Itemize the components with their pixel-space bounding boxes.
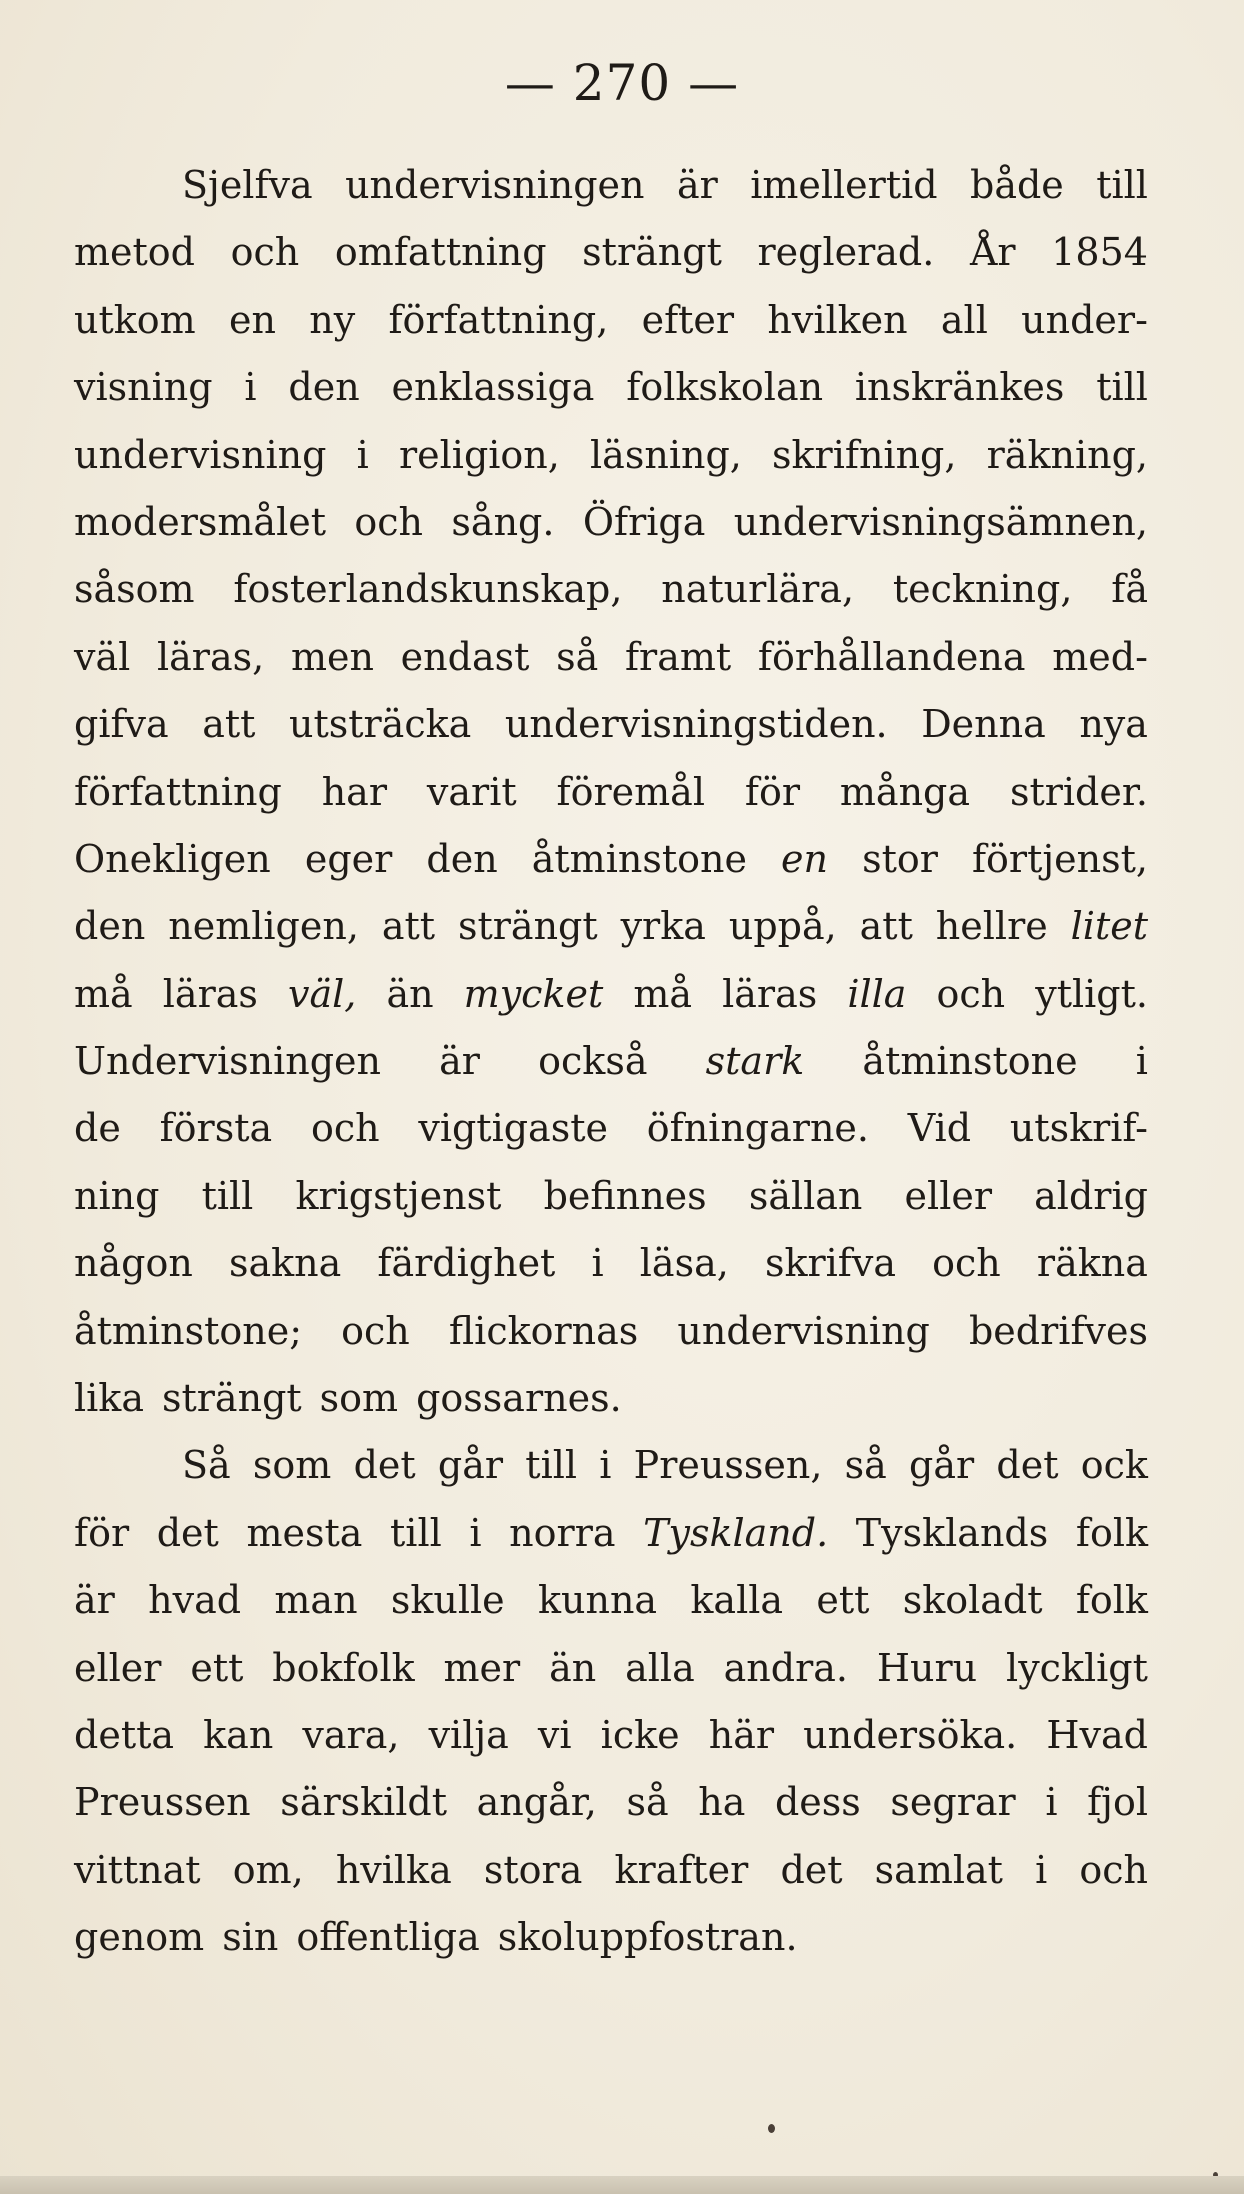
word: fosterlandskunskap,	[233, 567, 623, 612]
word: skrifva	[764, 1241, 896, 1286]
word: andra.	[723, 1645, 848, 1690]
word: må	[633, 971, 693, 1016]
word: mer	[443, 1645, 521, 1690]
word: än	[386, 971, 434, 1016]
paragraph-p2	[74, 1432, 1148, 1971]
word: öfningarne.	[646, 1106, 869, 1151]
page-number-text: — 270 —	[504, 54, 740, 112]
word: i	[469, 1510, 482, 1555]
word: alla	[625, 1645, 695, 1690]
text-line	[74, 1500, 1148, 1567]
word: skulle	[390, 1578, 505, 1623]
word: åtminstone;	[74, 1308, 302, 1353]
word: folk	[1075, 1578, 1148, 1623]
word: offentliga	[296, 1915, 480, 1960]
word: också	[538, 1039, 648, 1084]
word: under-	[1021, 297, 1148, 342]
word: lika	[74, 1376, 144, 1421]
word: strängt	[162, 1376, 302, 1421]
word: utskrif-	[1009, 1106, 1148, 1151]
text-line	[74, 1904, 1148, 1971]
word: någon	[74, 1241, 193, 1286]
word: bedrifves	[968, 1308, 1148, 1353]
word: och	[310, 1106, 380, 1151]
word: Sjelfva	[182, 163, 313, 207]
word: med-	[1052, 634, 1148, 679]
text-line	[74, 1635, 1148, 1702]
word: räkna	[1036, 1241, 1148, 1286]
word: särskildt	[280, 1780, 448, 1825]
word: och	[932, 1241, 1001, 1286]
word: Öfriga	[582, 499, 706, 544]
word: norra	[509, 1510, 616, 1555]
word: flickornas	[448, 1308, 639, 1353]
word: det	[996, 1443, 1059, 1488]
italic-word: väl,	[288, 971, 357, 1016]
word: här	[708, 1712, 775, 1757]
word: vittnat	[74, 1847, 201, 1892]
word: och	[1079, 1847, 1148, 1892]
word: förhållandena	[757, 634, 1026, 679]
text-line	[74, 893, 1148, 960]
word: få	[1111, 567, 1148, 612]
word: har	[321, 769, 387, 814]
text-line	[74, 1230, 1148, 1297]
word: imellertid	[750, 163, 938, 207]
word: undervisningsämnen,	[733, 499, 1148, 544]
word: gifva	[74, 702, 169, 747]
word: så	[844, 1443, 887, 1488]
text-line	[74, 1769, 1148, 1836]
word: År	[969, 230, 1016, 275]
italic-word: Tyskland.	[643, 1510, 829, 1555]
word: skoluppfostran.	[497, 1915, 798, 1960]
word: undervisning	[74, 432, 327, 477]
print-speck	[768, 2124, 775, 2133]
word: 1854	[1051, 230, 1148, 275]
word: det	[156, 1510, 219, 1555]
word: varit	[426, 769, 517, 814]
word: angår,	[476, 1780, 597, 1825]
word: undervisning	[677, 1308, 930, 1353]
word: gossarnes.	[416, 1376, 622, 1421]
word: i	[1135, 1039, 1148, 1084]
word: för	[74, 1510, 130, 1555]
word: befinnes	[543, 1173, 707, 1218]
word: ett	[816, 1578, 870, 1623]
word: är	[439, 1039, 480, 1084]
word: vilja	[428, 1712, 509, 1757]
word: bokfolk	[272, 1645, 415, 1690]
word: och	[354, 499, 424, 544]
word: religion,	[398, 432, 560, 477]
word: stor	[862, 836, 938, 881]
word: för	[744, 769, 800, 814]
word: hellre	[935, 904, 1048, 949]
word: eller	[74, 1645, 162, 1690]
text-line	[74, 961, 1148, 1028]
word: reglerad.	[757, 230, 935, 275]
word: att	[381, 904, 436, 949]
word: till	[390, 1510, 442, 1555]
word: en	[228, 297, 276, 342]
word: föremål	[556, 769, 705, 814]
text-line	[74, 422, 1148, 489]
text-line	[74, 1837, 1148, 1904]
word: Hvad	[1046, 1712, 1148, 1757]
word: man	[274, 1578, 358, 1623]
word: utkom	[74, 297, 196, 342]
word: författning,	[388, 297, 609, 342]
text-line	[74, 219, 1148, 286]
word: kan	[203, 1712, 274, 1757]
word: ytligt.	[1035, 971, 1148, 1016]
word: vigtigaste	[418, 1106, 608, 1151]
word: eller	[904, 1173, 992, 1218]
word: naturlära,	[661, 567, 855, 612]
word: läras,	[157, 634, 265, 679]
word: det	[353, 1443, 416, 1488]
text-line	[74, 152, 1148, 219]
text-line	[74, 489, 1148, 556]
word: är	[74, 1578, 115, 1623]
word: utsträcka	[289, 702, 472, 747]
word: förtjenst,	[971, 836, 1148, 881]
word: vi	[537, 1712, 572, 1757]
word: Denna	[921, 702, 1046, 747]
word: uppå,	[728, 904, 837, 949]
word: detta	[74, 1712, 175, 1757]
word: visning	[74, 365, 213, 410]
word: är	[676, 163, 718, 207]
text-line	[74, 1702, 1148, 1769]
text-line	[74, 624, 1148, 691]
word: strängt	[582, 230, 722, 275]
word: ny	[309, 297, 356, 342]
word: folkskolan	[626, 365, 824, 410]
word: till	[1096, 365, 1148, 410]
italic-word: en	[781, 836, 828, 881]
word: Preussen,	[633, 1443, 823, 1488]
word: ett	[190, 1645, 244, 1690]
text-line	[74, 759, 1148, 826]
word: färdighet	[377, 1241, 556, 1286]
text-line	[74, 1567, 1148, 1634]
word: än	[549, 1645, 597, 1690]
word: enklassiga	[391, 365, 595, 410]
word: undersöka.	[803, 1712, 1018, 1757]
word: Undervisningen	[74, 1039, 381, 1084]
body-text	[74, 152, 1148, 1972]
word: efter	[641, 297, 735, 342]
page-bottom-edge	[0, 2176, 1244, 2194]
word: som	[252, 1443, 332, 1488]
word: första	[159, 1106, 273, 1151]
italic-word: illa	[847, 971, 907, 1016]
text-line	[74, 1432, 1148, 1499]
word: nya	[1079, 702, 1148, 747]
word: både	[970, 163, 1064, 207]
word: väl	[74, 634, 131, 679]
word: som	[319, 1376, 399, 1421]
word: Preussen	[74, 1780, 251, 1825]
word: kalla	[690, 1578, 784, 1623]
word: i	[244, 365, 257, 410]
word: den	[288, 365, 360, 410]
italic-word: litet	[1070, 904, 1148, 949]
word: aldrig	[1034, 1173, 1148, 1218]
word: går	[437, 1443, 504, 1488]
word: räkning,	[986, 432, 1148, 477]
word: ning	[74, 1173, 160, 1218]
word: fjol	[1087, 1780, 1148, 1825]
word: till	[1096, 163, 1148, 207]
paragraph-p1	[74, 152, 1148, 1432]
word: undervisningen	[345, 163, 645, 207]
word: krafter	[614, 1847, 749, 1892]
word: så	[556, 634, 599, 679]
page-number	[0, 54, 1244, 112]
word: segrar	[890, 1780, 1016, 1825]
word: och	[341, 1308, 410, 1353]
word: de	[74, 1106, 121, 1151]
word: eger	[304, 836, 393, 881]
word: modersmålet	[74, 499, 326, 544]
word: i	[599, 1443, 612, 1488]
italic-word: mycket	[463, 971, 604, 1016]
word: strider.	[1009, 769, 1148, 814]
word: metod	[74, 230, 195, 275]
word: skoladt	[902, 1578, 1043, 1623]
text-line	[74, 1298, 1148, 1365]
word: inskränkes	[854, 365, 1065, 410]
word: att	[859, 904, 913, 949]
word: många	[839, 769, 971, 814]
word: sakna	[228, 1241, 342, 1286]
text-line	[74, 1163, 1148, 1230]
word: Tysklands	[855, 1510, 1049, 1555]
word: dess	[774, 1780, 861, 1825]
word: stora	[483, 1847, 583, 1892]
text-line	[74, 287, 1148, 354]
word: läras	[722, 971, 818, 1016]
word: går	[909, 1443, 975, 1488]
word: yrka	[620, 904, 706, 949]
word: läsa,	[639, 1241, 729, 1286]
text-line	[74, 826, 1148, 893]
word: hvad	[148, 1578, 242, 1623]
word: lyckligt	[1006, 1645, 1148, 1690]
word: framt	[624, 634, 732, 679]
word: hvilken	[767, 297, 908, 342]
word: folk	[1075, 1510, 1148, 1555]
text-line	[74, 354, 1148, 421]
word: vara,	[302, 1712, 400, 1757]
word: i	[1035, 1847, 1048, 1892]
word: teckning,	[892, 567, 1073, 612]
word: undervisningstiden.	[504, 702, 888, 747]
text-line	[74, 691, 1148, 758]
word: krigstjenst	[295, 1173, 502, 1218]
word: sin	[222, 1915, 279, 1960]
word: all	[940, 297, 988, 342]
word: så	[626, 1780, 669, 1825]
word: i	[591, 1241, 604, 1286]
word: strängt	[457, 904, 598, 949]
word: sällan	[748, 1173, 863, 1218]
word: skrifning,	[772, 432, 957, 477]
word: åtminstone	[862, 1039, 1078, 1084]
word: om,	[232, 1847, 304, 1892]
word: icke	[600, 1712, 680, 1757]
word: det	[780, 1847, 843, 1892]
word: ock	[1080, 1443, 1148, 1488]
word: kunna	[537, 1578, 658, 1623]
text-line	[74, 1028, 1148, 1095]
word: Så	[182, 1443, 231, 1488]
word: författning	[74, 769, 282, 814]
word: ha	[698, 1780, 746, 1825]
word: samlat	[874, 1847, 1003, 1892]
word: nemligen,	[168, 904, 359, 949]
word: och	[936, 971, 1006, 1016]
word: till	[201, 1173, 254, 1218]
text-line	[74, 1095, 1148, 1162]
text-line	[74, 556, 1148, 623]
word: Huru	[876, 1645, 978, 1690]
word: den	[426, 836, 498, 881]
word: såsom	[74, 567, 195, 612]
word: den	[74, 904, 146, 949]
word: hvilka	[335, 1847, 452, 1892]
italic-word: stark	[705, 1039, 805, 1084]
word: må	[74, 971, 133, 1016]
word: att	[202, 702, 256, 747]
word: mesta	[246, 1510, 363, 1555]
word: Onekligen	[74, 836, 271, 881]
text-line	[74, 1365, 1148, 1432]
word: till	[525, 1443, 578, 1488]
word: åtminstone	[531, 836, 747, 881]
word: och	[230, 230, 300, 275]
word: sång.	[451, 499, 555, 544]
word: läsning,	[590, 432, 742, 477]
word: omfattning	[334, 230, 547, 275]
word: i	[1045, 1780, 1058, 1825]
word: genom	[74, 1915, 205, 1960]
word: i	[356, 432, 369, 477]
word: läras	[162, 971, 258, 1016]
word: men	[290, 634, 374, 679]
word: endast	[400, 634, 530, 679]
word: Vid	[907, 1106, 972, 1151]
